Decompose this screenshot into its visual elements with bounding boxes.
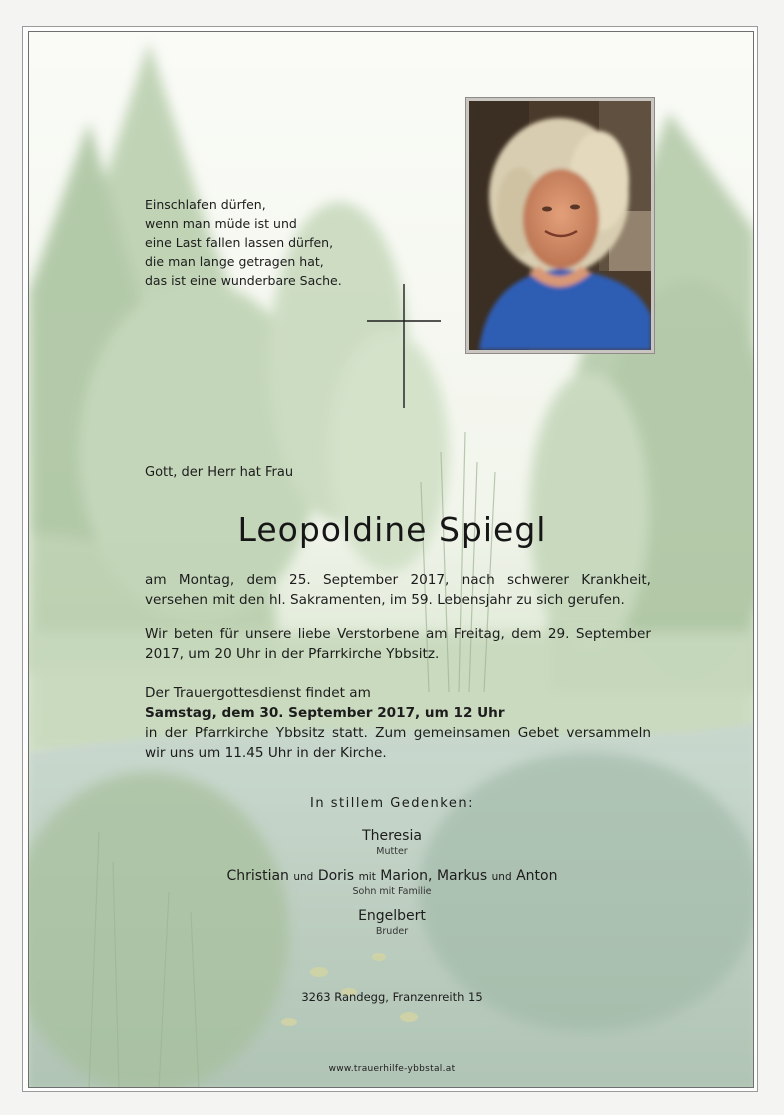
mourner-name: Christian (226, 868, 289, 884)
mourner-relation: Mutter (376, 846, 408, 857)
mourner-name: Marion, (380, 868, 433, 884)
death-notice-paragraph: am Montag, dem 25. September 2017, nach schwerer Krankheit, versehen mit den hl. Sakramenten, im 59. Lebensjahr zu sich gerufen. (145, 572, 651, 608)
card (28, 31, 754, 1088)
poem-line: eine Last fallen lassen dürfen, (145, 235, 334, 250)
portrait-image (469, 101, 651, 350)
poem (145, 195, 342, 290)
mourner-name: Anton (516, 868, 558, 884)
funeral-location: in der Pfarrkirche Ybbsitz statt. Zum gemeinsamen Gebet versammeln wir uns um 11.45 Uhr in der Kirche. (145, 725, 651, 761)
mourner-name: Markus (436, 868, 488, 884)
mourner-mother (29, 828, 754, 857)
deceased-name: Leopoldine Spiegl (237, 510, 547, 549)
mourner-relation: Sohn mit Familie (352, 886, 432, 897)
funeral-paragraph (145, 683, 651, 763)
mourner-name: Doris (317, 868, 355, 884)
poem-line: wenn man müde ist und (145, 216, 297, 231)
portrait-photo (466, 98, 654, 353)
mourner-name: Theresia (362, 828, 422, 844)
mourner-name: Engelbert (358, 908, 426, 924)
mourner-names (29, 868, 754, 884)
conjunction: mit (358, 871, 376, 883)
poem-line: Einschlafen dürfen, (145, 197, 266, 212)
funeral-date: Samstag, dem 30. September 2017, um 12 Uhr (145, 705, 505, 721)
cross-icon (367, 284, 441, 408)
poem-line: das ist eine wunderbare Sache. (145, 273, 342, 288)
website-url: www.trauerhilfe-ybbstal.at (328, 1064, 456, 1074)
mourner-brother (29, 908, 754, 937)
intro-text: Gott, der Herr hat Frau (145, 465, 294, 480)
mourner-son-family (29, 868, 754, 897)
mourner-relation: Bruder (375, 926, 409, 937)
conjunction: und (293, 871, 314, 883)
funeral-line: Der Trauergottesdienst findet am (145, 685, 371, 701)
address: 3263 Randegg, Franzenreith 15 (301, 990, 483, 1004)
poem-line: die man lange getragen hat, (145, 254, 324, 269)
in-memory-heading: In stillem Gedenken: (310, 796, 474, 811)
prayer-paragraph: Wir beten für unsere liebe Verstorbene am Freitag, dem 29. September 2017, um 20 Uhr in der Pfarrkirche Ybbsitz. (145, 626, 651, 662)
conjunction: und (491, 871, 512, 883)
